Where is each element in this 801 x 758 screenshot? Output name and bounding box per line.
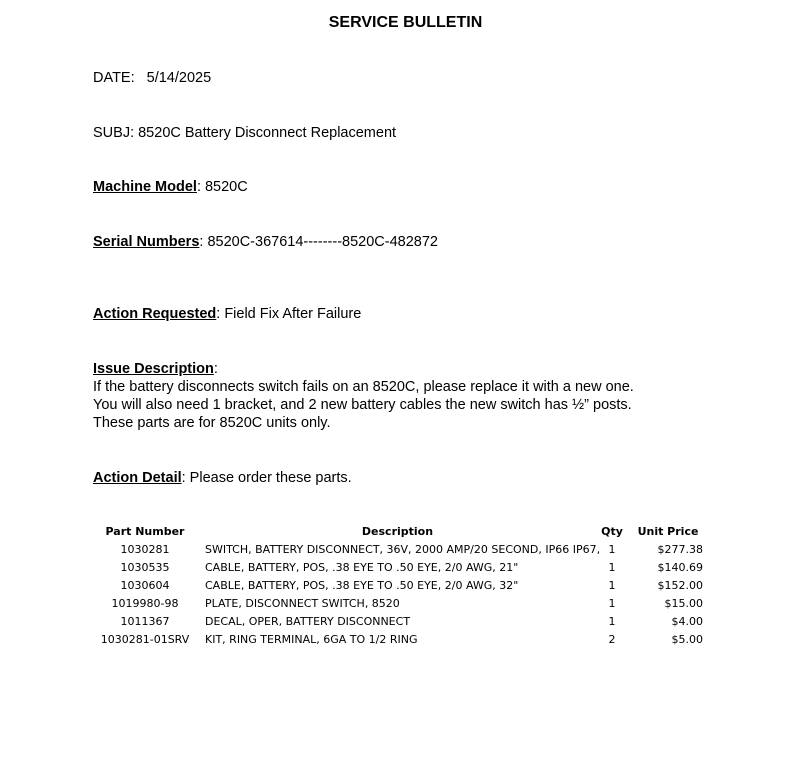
serial-numbers-value: : 8520C-367614--------8520C-482872 bbox=[199, 234, 438, 250]
action-detail-line bbox=[93, 470, 352, 486]
unit-price-cell: $5.00 bbox=[671, 633, 703, 646]
action-requested-label: Action Requested bbox=[93, 306, 217, 322]
qty-cell: 1 bbox=[608, 615, 616, 628]
machine-model-line bbox=[93, 179, 248, 195]
action-detail-label: Action Detail bbox=[93, 470, 182, 486]
unit-price-cell: $277.38 bbox=[657, 543, 703, 556]
qty-cell: 1 bbox=[608, 579, 616, 592]
unit-price-cell: $15.00 bbox=[664, 597, 703, 610]
description-cell: CABLE, BATTERY, POS, .38 EYE TO .50 EYE, 2/0 AWG, 21" bbox=[205, 561, 519, 574]
page-title: SERVICE BULLETIN bbox=[328, 14, 483, 31]
machine-model-value: : 8520C bbox=[196, 179, 248, 195]
issue-description-label: Issue Description bbox=[93, 361, 214, 377]
part-number-cell: 1030604 bbox=[120, 579, 170, 592]
issue-description-colon: : bbox=[213, 361, 218, 377]
header-part-number: Part Number bbox=[105, 525, 185, 538]
qty-cell: 1 bbox=[608, 561, 616, 574]
description-cell: PLATE, DISCONNECT SWITCH, 8520 bbox=[205, 597, 400, 610]
action-requested-line bbox=[93, 306, 361, 322]
qty-cell: 1 bbox=[608, 597, 616, 610]
issue-line: These parts are for 8520C units only. bbox=[93, 415, 331, 431]
part-number-cell: 1011367 bbox=[120, 615, 170, 628]
description-cell: CABLE, BATTERY, POS, .38 EYE TO .50 EYE, 2/0 AWG, 32" bbox=[205, 579, 519, 592]
action-requested-value: : Field Fix After Failure bbox=[216, 306, 362, 322]
part-number-cell: 1030535 bbox=[120, 561, 170, 574]
issue-description-text bbox=[93, 378, 634, 432]
issue-line: You will also need 1 bracket, and 2 new battery cables the new switch has ½” posts. bbox=[93, 397, 632, 413]
date-value: 5/14/2025 bbox=[146, 70, 212, 86]
unit-price-cell: $152.00 bbox=[657, 579, 703, 592]
part-number-cell: 1019980-98 bbox=[111, 597, 179, 610]
issue-description-heading bbox=[93, 361, 218, 377]
date-line bbox=[93, 70, 211, 86]
unit-price-cell: $140.69 bbox=[657, 561, 703, 574]
part-number-cell: 1030281 bbox=[120, 543, 170, 556]
qty-cell: 2 bbox=[608, 633, 616, 646]
header-description: Description bbox=[361, 525, 434, 538]
description-cell: SWITCH, BATTERY DISCONNECT, 36V, 2000 AMP/20 SECOND, IP66 IP67, bbox=[205, 543, 601, 556]
issue-line: If the battery disconnects switch fails on an 8520C, please replace it with a new one. bbox=[93, 379, 634, 395]
unit-price-cell: $4.00 bbox=[671, 615, 703, 628]
date-label: DATE: bbox=[93, 70, 135, 86]
header-unit-price: Unit Price bbox=[637, 525, 699, 538]
machine-model-label: Machine Model bbox=[93, 179, 197, 195]
action-detail-value: : Please order these parts. bbox=[181, 470, 352, 486]
header-qty: Qty bbox=[601, 525, 623, 538]
description-cell: KIT, RING TERMINAL, 6GA TO 1/2 RING bbox=[205, 633, 418, 646]
qty-cell: 1 bbox=[608, 543, 616, 556]
description-cell: DECAL, OPER, BATTERY DISCONNECT bbox=[205, 615, 411, 628]
subject-line: SUBJ: 8520C Battery Disconnect Replacement bbox=[93, 125, 397, 141]
serial-numbers-label: Serial Numbers bbox=[93, 234, 200, 250]
part-number-cell: 1030281-01SRV bbox=[100, 633, 190, 646]
serial-numbers-line bbox=[93, 234, 438, 250]
